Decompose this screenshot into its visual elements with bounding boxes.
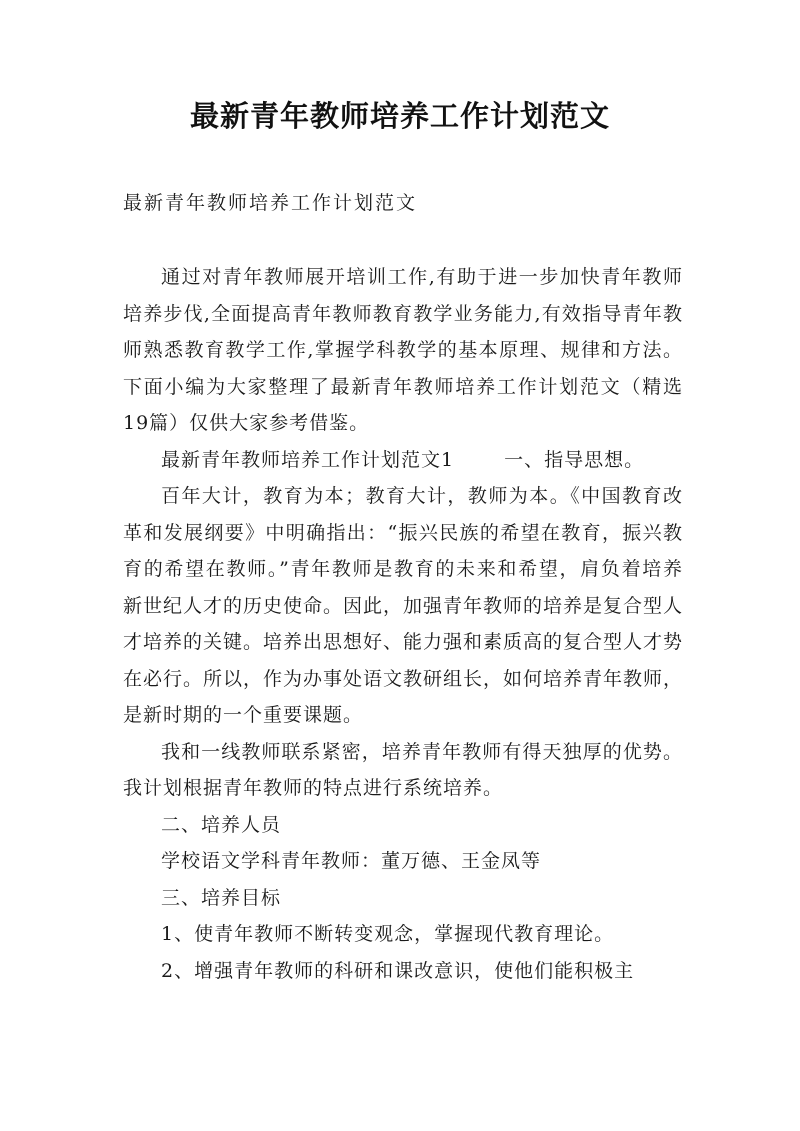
paragraph-guiding-thought: 百年大计，教育为本；教育大计，教师为本。《中国教育改革和发展纲要》中明确指出：“振兴民族的希望在教育，振兴教育的希望在教师。”青年教师是教育的未来和希望，肩负着培养新世纪人才的历史使命。因此，加强青年教师的培养是复合型人才培养的关键。培养出思想好、能力强和素质高的复合型人才势在必行。所以，作为办事处语文教研组长，如何培养青年教师，是新时期的一个重要课题。 bbox=[123, 485, 684, 726]
paragraph-goal-1: 1、使青年教师不断转变观念，掌握现代教育理论。 bbox=[161, 923, 615, 945]
document-body bbox=[123, 259, 683, 989]
paragraph-advantage: 我和一线教师联系紧密，培养青年教师有得天独厚的优势。我计划根据青年教师的特点进行系统培养。 bbox=[123, 740, 683, 799]
paragraph-personnel: 学校语文学科青年教师：董万德、王金凤等 bbox=[161, 850, 542, 872]
section-one-item: 一、指导思想。 bbox=[504, 448, 645, 471]
document-subtitle: 最新青年教师培养工作计划范文 bbox=[123, 192, 418, 214]
document-title: 最新青年教师培养工作计划范文 bbox=[189, 99, 610, 133]
section-one-heading: 最新青年教师培养工作计划范文1 bbox=[161, 448, 455, 471]
paragraph-section-heading bbox=[123, 442, 683, 479]
paragraph-goal-2: 2、增强青年教师的科研和课改意识，使他们能积极主 bbox=[161, 959, 635, 982]
paragraph-intro: 通过对青年教师展开培训工作,有助于进一步加快青年教师培养步伐,全面提高青年教师教育教学业务能力,有效指导青年教师熟悉教育教学工作,掌握学科教学的基本原理、规律和方法。下面小编为大家整理了最新青年教师培养工作计划范文（精选19篇）仅供大家参考借鉴。 bbox=[123, 266, 683, 434]
paragraph-goals-heading: 三、培养目标 bbox=[161, 886, 282, 909]
paragraph-personnel-heading: 二、培养人员 bbox=[161, 813, 282, 836]
